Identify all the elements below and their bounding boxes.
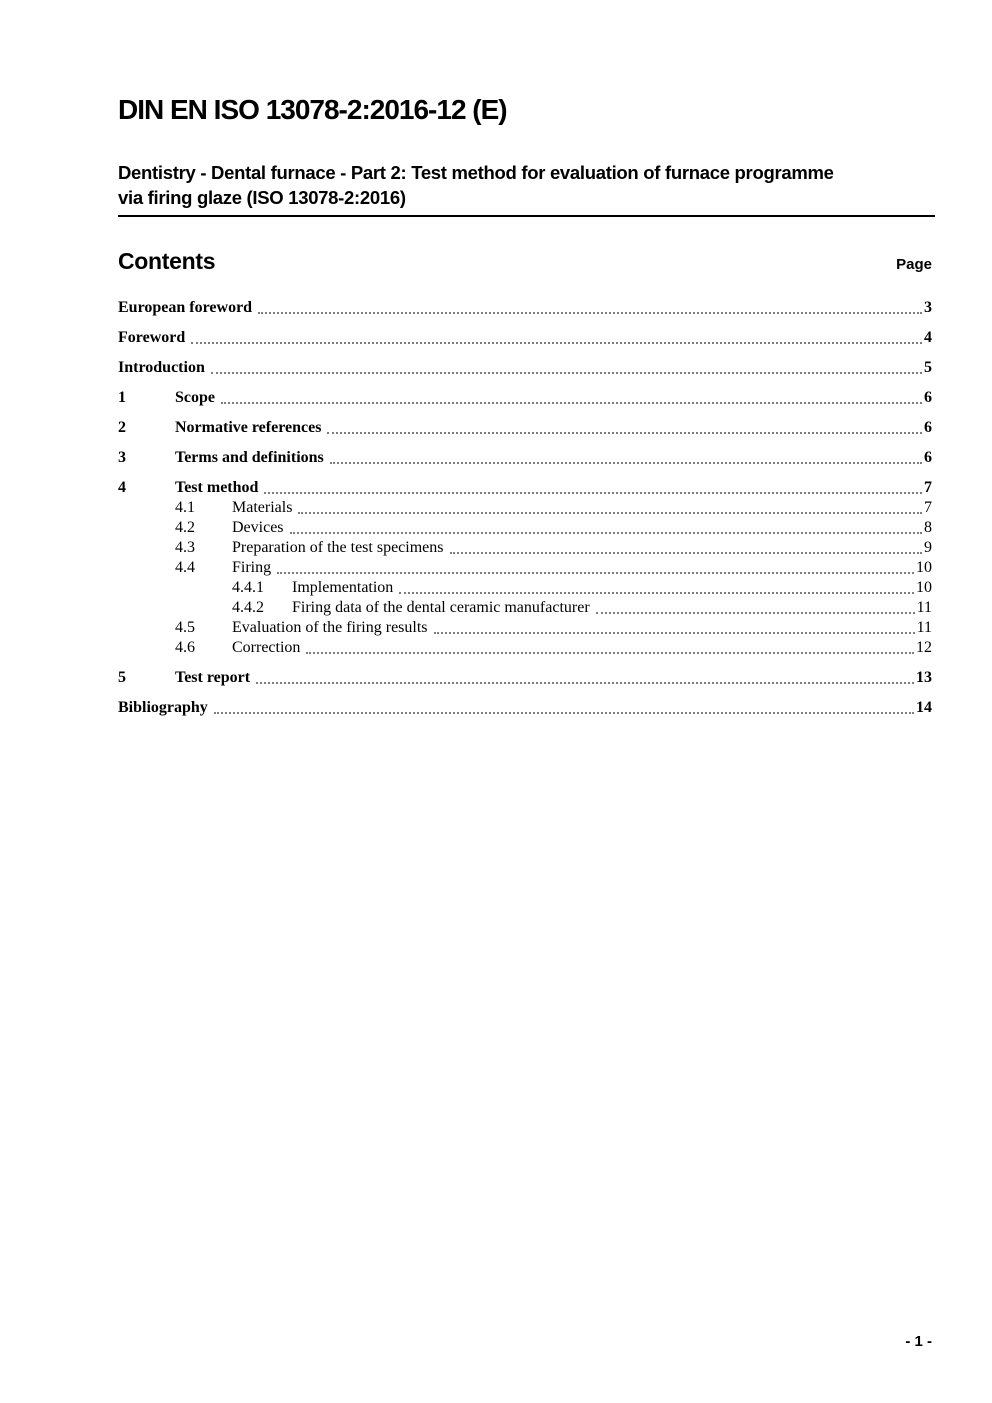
- toc-entry: [118, 618, 932, 638]
- toc-entry-page-number: 11: [916, 599, 932, 616]
- document-subtitle-line-1: Dentistry - Dental furnace - Part 2: Test method for evaluation of furnace programme: [118, 162, 834, 183]
- leader-dots: [306, 652, 914, 654]
- toc-entry-page-number: 5: [924, 359, 932, 376]
- leader-dots: [221, 402, 922, 404]
- toc-entry-number: 4.6: [175, 639, 195, 656]
- toc-entry: [118, 388, 932, 408]
- toc-entry-page-number: 4: [924, 329, 932, 346]
- toc-entry: [118, 558, 932, 578]
- leader-dots: [298, 512, 922, 514]
- toc-entry-title: Materials: [232, 499, 293, 516]
- toc-entry-title: Terms and definitions: [175, 449, 324, 466]
- leader-dots: [434, 632, 915, 634]
- table-of-contents: [118, 288, 932, 718]
- leader-dots: [277, 572, 914, 574]
- toc-entry-number: 4.1: [175, 499, 195, 516]
- toc-entry: [118, 328, 932, 348]
- leader-dots: [399, 592, 914, 594]
- toc-entry-title: Devices: [232, 519, 284, 536]
- toc-entry-number: 5: [118, 669, 126, 686]
- toc-entry-number: 4: [118, 479, 126, 496]
- toc-entry-title: Evaluation of the firing results: [232, 619, 428, 636]
- toc-entry-page-number: 13: [916, 669, 932, 686]
- toc-entry-title: Test report: [175, 669, 251, 686]
- toc-entry-page-number: 12: [916, 639, 932, 656]
- toc-entry-page-number: 7: [924, 499, 932, 516]
- toc-entry-number: 4.2: [175, 519, 195, 536]
- toc-entry-number: 1: [118, 389, 126, 406]
- toc-entry: [118, 358, 932, 378]
- toc-entry-page-number: 9: [924, 539, 932, 556]
- toc-entry-page-number: 6: [924, 449, 932, 466]
- contents-header-row: [118, 248, 932, 275]
- document-subtitle: [118, 160, 935, 217]
- toc-entry-page-number: 6: [924, 419, 932, 436]
- toc-entry-page-number: 11: [916, 619, 932, 636]
- toc-entry-title: Scope: [175, 389, 215, 406]
- toc-entry-title: Correction: [232, 639, 301, 656]
- toc-entry: [118, 298, 932, 318]
- toc-entry-title: Foreword: [118, 329, 186, 346]
- leader-dots: [327, 432, 922, 434]
- leader-dots: [258, 312, 922, 314]
- toc-entry: [118, 668, 932, 688]
- toc-entry-title: Test method: [175, 479, 259, 496]
- leader-dots: [450, 552, 923, 554]
- toc-entry: [118, 518, 932, 538]
- toc-entry-number: 4.4.2: [232, 599, 264, 616]
- toc-entry: [118, 638, 932, 658]
- toc-entry: [118, 478, 932, 498]
- toc-entry-page-number: 10: [916, 579, 932, 596]
- toc-entry-title: Bibliography: [118, 699, 208, 716]
- contents-heading: Contents: [118, 248, 216, 274]
- toc-entry: [118, 448, 932, 468]
- toc-entry-title: European foreword: [118, 299, 253, 316]
- toc-entry-title: Firing: [232, 559, 272, 576]
- toc-entry-title: Introduction: [118, 359, 205, 376]
- toc-entry-title: Firing data of the dental ceramic manufacturer: [292, 599, 590, 616]
- toc-entry: [118, 578, 932, 598]
- leader-dots: [211, 372, 922, 374]
- toc-entry-number: 4.4.1: [232, 579, 264, 596]
- toc-entry-number: 4.5: [175, 619, 195, 636]
- leader-dots: [596, 612, 915, 614]
- document-subtitle-line-2: via firing glaze (ISO 13078-2:2016): [118, 187, 406, 208]
- toc-entry-page-number: 10: [916, 559, 932, 576]
- toc-entry-number: 4.3: [175, 539, 195, 556]
- leader-dots: [290, 532, 922, 534]
- leader-dots: [330, 462, 922, 464]
- toc-entry: [118, 598, 932, 618]
- toc-entry-number: 3: [118, 449, 126, 466]
- toc-entry-title: Normative references: [175, 419, 322, 436]
- leader-dots: [264, 492, 922, 494]
- toc-entry-page-number: 14: [916, 699, 932, 716]
- toc-entry: [118, 498, 932, 518]
- leader-dots: [256, 682, 914, 684]
- footer-page-number: - 1 -: [905, 1333, 932, 1350]
- leader-dots: [214, 712, 914, 714]
- toc-entry: [118, 538, 932, 558]
- page-column-label: Page: [896, 256, 932, 273]
- document-code-title: DIN EN ISO 13078-2:2016-12 (E): [118, 94, 507, 125]
- toc-entry-page-number: 8: [924, 519, 932, 536]
- toc-entry-number: 4.4: [175, 559, 195, 576]
- toc-entry-title: Implementation: [292, 579, 394, 596]
- toc-entry-page-number: 7: [924, 479, 932, 496]
- leader-dots: [191, 342, 922, 344]
- toc-entry: [118, 698, 932, 718]
- toc-entry-title: Preparation of the test specimens: [232, 539, 444, 556]
- toc-entry-number: 2: [118, 419, 126, 436]
- toc-entry-page-number: 3: [924, 299, 932, 316]
- toc-entry: [118, 418, 932, 438]
- toc-entry-page-number: 6: [924, 389, 932, 406]
